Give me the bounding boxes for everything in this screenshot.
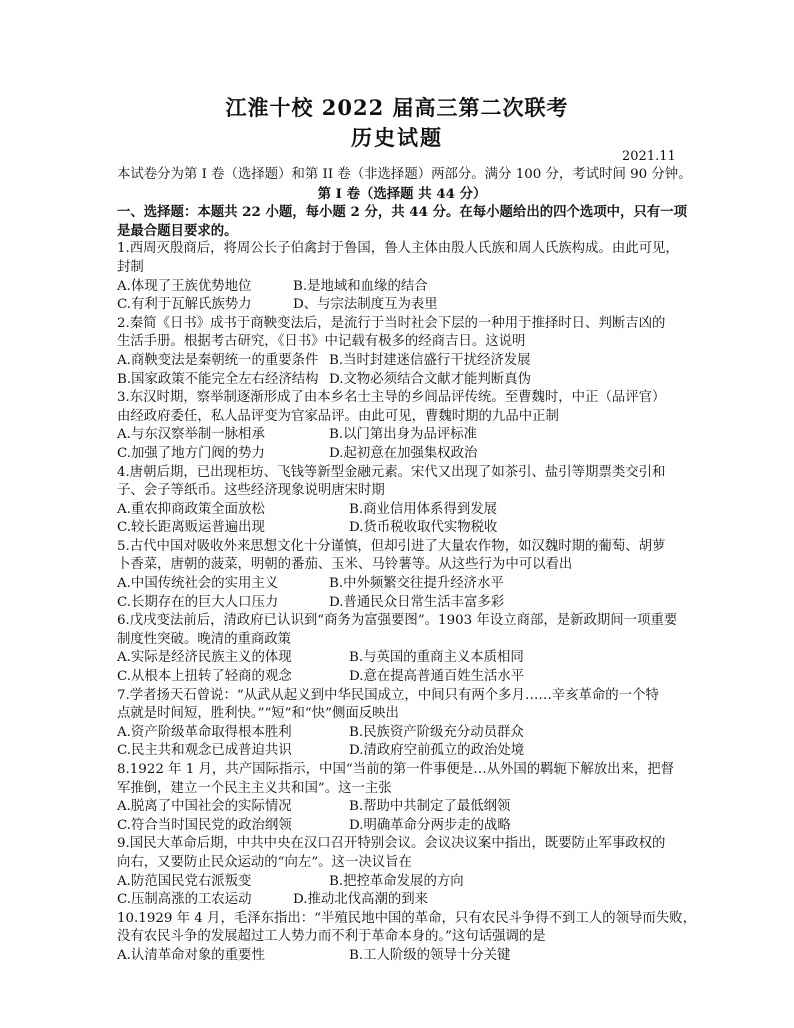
question bbox=[117, 687, 687, 761]
question-stem: 8.1922 年 1 月，共产国际指示，中国“当前的第一件事便是…从外国的羁轭下解放出来，把督 bbox=[117, 762, 675, 777]
option-row bbox=[117, 742, 687, 761]
option-b: B.当时封建迷信盛行干扰经济发展 bbox=[329, 352, 531, 368]
option-row bbox=[117, 371, 687, 390]
option-row bbox=[117, 891, 687, 910]
option-b: B.把控革命发展的方向 bbox=[329, 873, 464, 889]
option-d: D.意在提高普通百姓生活水平 bbox=[349, 669, 525, 685]
question bbox=[117, 464, 687, 538]
option-row bbox=[117, 501, 687, 520]
exam-title: 江淮十校 2022 届高三第二次联考 bbox=[225, 95, 569, 120]
question bbox=[117, 538, 687, 612]
question-stem: 6.戊戌变法前后，清政府已认识到“商务为富强要图”。1903 年设立商部，是新政期间一项重要 bbox=[117, 613, 678, 629]
option-row bbox=[117, 798, 687, 817]
option-b: B.帮助中共制定了最低纲领 bbox=[349, 799, 511, 815]
question-stem: 向右，又要防止民众运动的“向左”。这一决议旨在 bbox=[117, 854, 412, 870]
exam-date: 2021.11 bbox=[622, 149, 676, 164]
option-a: A.防范国民党右派叛变 bbox=[117, 873, 252, 889]
question-stem: 生活手册。根据考古研究，《日书》中记载有极多的经商吉日。这说明 bbox=[117, 334, 526, 350]
question bbox=[117, 761, 687, 835]
question bbox=[117, 240, 687, 314]
question-stem: 制度性突破。晚清的重商政策 bbox=[117, 631, 292, 647]
option-c: C.从根本上扭转了轻商的观念 bbox=[117, 669, 292, 685]
option-row bbox=[117, 724, 687, 743]
intro-text: 本试卷分为第 I 卷（选择题）和第 II 卷（非选择题）两部分。满分 100 分，考试时间 90 分钟。 bbox=[117, 167, 692, 182]
option-c: C.压制高涨的工农运动 bbox=[117, 892, 252, 908]
option-row bbox=[117, 426, 687, 445]
question bbox=[117, 835, 687, 909]
option-d: D.明确革命分两步走的战略 bbox=[349, 817, 511, 833]
option-a: A.脱离了中国社会的实际情况 bbox=[117, 799, 292, 815]
option-c: C.民主共和观念已成普迫共识 bbox=[117, 743, 292, 759]
question-stem: 7.学者扬天石曾说：“从武从起义到中华民国成立，中间只有两个多月……辛亥革命的一个特 bbox=[117, 687, 659, 703]
option-b: B.与英国的重商主义本质相同 bbox=[349, 650, 524, 666]
question-stem: 3.东汉时期，察举制逐渐形成了由本乡名士主导的乡闾品评传统。至曹魏时，中正（品评官） bbox=[117, 390, 666, 406]
option-a: A.实际是经济民族主义的体现 bbox=[117, 650, 292, 666]
question bbox=[117, 315, 687, 389]
question bbox=[117, 910, 696, 966]
option-b: B.商业信用体系得到发展 bbox=[349, 501, 498, 517]
option-a: A.中国传统社会的实用主义 bbox=[117, 576, 279, 592]
option-a: A.与东汉察举制一脉相承 bbox=[117, 427, 265, 443]
option-row bbox=[117, 873, 687, 892]
exam-body bbox=[117, 166, 696, 966]
option-a: A.重农抑商政策全面放松 bbox=[117, 501, 265, 517]
option-c: C.长期存在的巨大人口压力 bbox=[117, 594, 279, 610]
question-stem: 5.古代中国对吸收外来思想文化十分谨慎，但却引进了大量农作物，如汉魏时期的葡萄、胡萝 bbox=[117, 538, 666, 554]
option-row bbox=[117, 519, 687, 538]
question-stem: 9.国民大革命后期，中共中央在汉口召开特别会议。会议决议案中指出，既要防止军事政权的 bbox=[117, 836, 666, 852]
option-row bbox=[117, 575, 687, 594]
option-b: B.是地域和血缘的结合 bbox=[293, 278, 428, 294]
option-row bbox=[117, 668, 687, 687]
question-stem: 由经政府委任，私人品评变为官家品评。由此可见，曹魏时期的九品中正制 bbox=[117, 408, 559, 424]
option-a: A.认清革命对象的重要性 bbox=[117, 947, 265, 963]
question-stem: 没有农民斗争的发展超过工人势力而不利于革命本身的。”这句话强调的是 bbox=[117, 929, 546, 945]
option-d: D、与宗法制度互为表里 bbox=[293, 297, 438, 313]
question-stem: 10.1929 年 4 月，毛泽东指出：“半殖民地中国的革命，只有农民斗争得不到工人的领导而失败， bbox=[117, 910, 696, 926]
question-stem: 军推倒，建立一个民主主义共和国”。这一主张 bbox=[117, 780, 392, 796]
option-row bbox=[117, 649, 687, 668]
option-a: A.商鞅变法是秦朝统一的重要条件 bbox=[117, 352, 319, 368]
option-row bbox=[117, 445, 687, 464]
option-b: B.工人阶级的领导十分关键 bbox=[349, 947, 511, 963]
option-row bbox=[117, 947, 687, 966]
option-row bbox=[117, 296, 687, 315]
option-c: C.加强了地方门阀的势力 bbox=[117, 445, 265, 461]
option-d: D.推动北伐高潮的到来 bbox=[293, 892, 429, 908]
question-stem: 封制 bbox=[117, 259, 144, 275]
option-d: D.清政府空前孤立的政治处境 bbox=[349, 743, 525, 759]
option-row bbox=[117, 594, 687, 613]
option-c: C.较长距离贩运普遍出现 bbox=[117, 520, 265, 536]
question-stem: 1.西周灭殷商后，将周公长子伯禽封于鲁国，鲁人主体由殷人氏族和周人氏族构成。由此可见， bbox=[117, 241, 679, 257]
option-d: D.起初意在加强集权政治 bbox=[329, 445, 478, 461]
option-row bbox=[117, 278, 687, 297]
question-stem: 卜香菜，唐朝的菠菜，明朝的番茄、玉米、马铃薯等。从这些行为中可以看出 bbox=[117, 557, 573, 573]
option-d: D.货币税收取代实物税收 bbox=[349, 520, 498, 536]
option-c: B.国家政策不能完全左右经济结构 bbox=[117, 371, 319, 387]
option-d: D.普通民众日常生活丰富多彩 bbox=[329, 594, 505, 610]
question bbox=[117, 389, 687, 463]
option-c: C.符合当时国民党的政治纲领 bbox=[117, 817, 292, 833]
question-stem: 4.唐朝后期，已出现柜坊、飞钱等新型金融元素。宋代又出现了如茶引、盐引等期票类交引和 bbox=[117, 464, 666, 480]
instruction-line: 是最合题目要求的。 bbox=[117, 222, 238, 239]
option-row bbox=[117, 352, 687, 371]
option-a: A.资产阶级革命取得根本胜利 bbox=[117, 724, 292, 740]
option-b: B.以门第出身为品评标准 bbox=[329, 427, 478, 443]
option-a: A.体现了王族优势地位 bbox=[117, 278, 252, 294]
question-stem: 点就是时间短，胜利快。”“短”和“快”侧面反映出 bbox=[117, 706, 399, 722]
exam-subtitle: 历史试题 bbox=[351, 125, 443, 150]
question-stem: 子、会子等纸币。这些经济现象说明唐宋时期 bbox=[117, 483, 385, 499]
instruction-line: 一、选择题：本题共 22 小题，每小题 2 分，共 44 分。在每小题给出的四个选项中，只有一项 bbox=[117, 204, 688, 221]
option-c: C.有利于瓦解氏族势力 bbox=[117, 297, 252, 313]
section-title: 第 I 卷（选择题 共 44 分） bbox=[317, 185, 487, 202]
question-stem: 2.秦简《日书》成书于商鞅变法后，是流行于当时社会下层的一种用于推择时日、判断吉凶的 bbox=[117, 315, 666, 331]
option-d: D.文物必须结合文献才能判断真伪 bbox=[329, 371, 531, 387]
option-row bbox=[117, 817, 687, 836]
option-b: B.中外频繁交往提升经济水平 bbox=[329, 576, 504, 592]
option-b: B.民族资产阶级充分动员群众 bbox=[349, 724, 524, 740]
question bbox=[117, 612, 687, 686]
